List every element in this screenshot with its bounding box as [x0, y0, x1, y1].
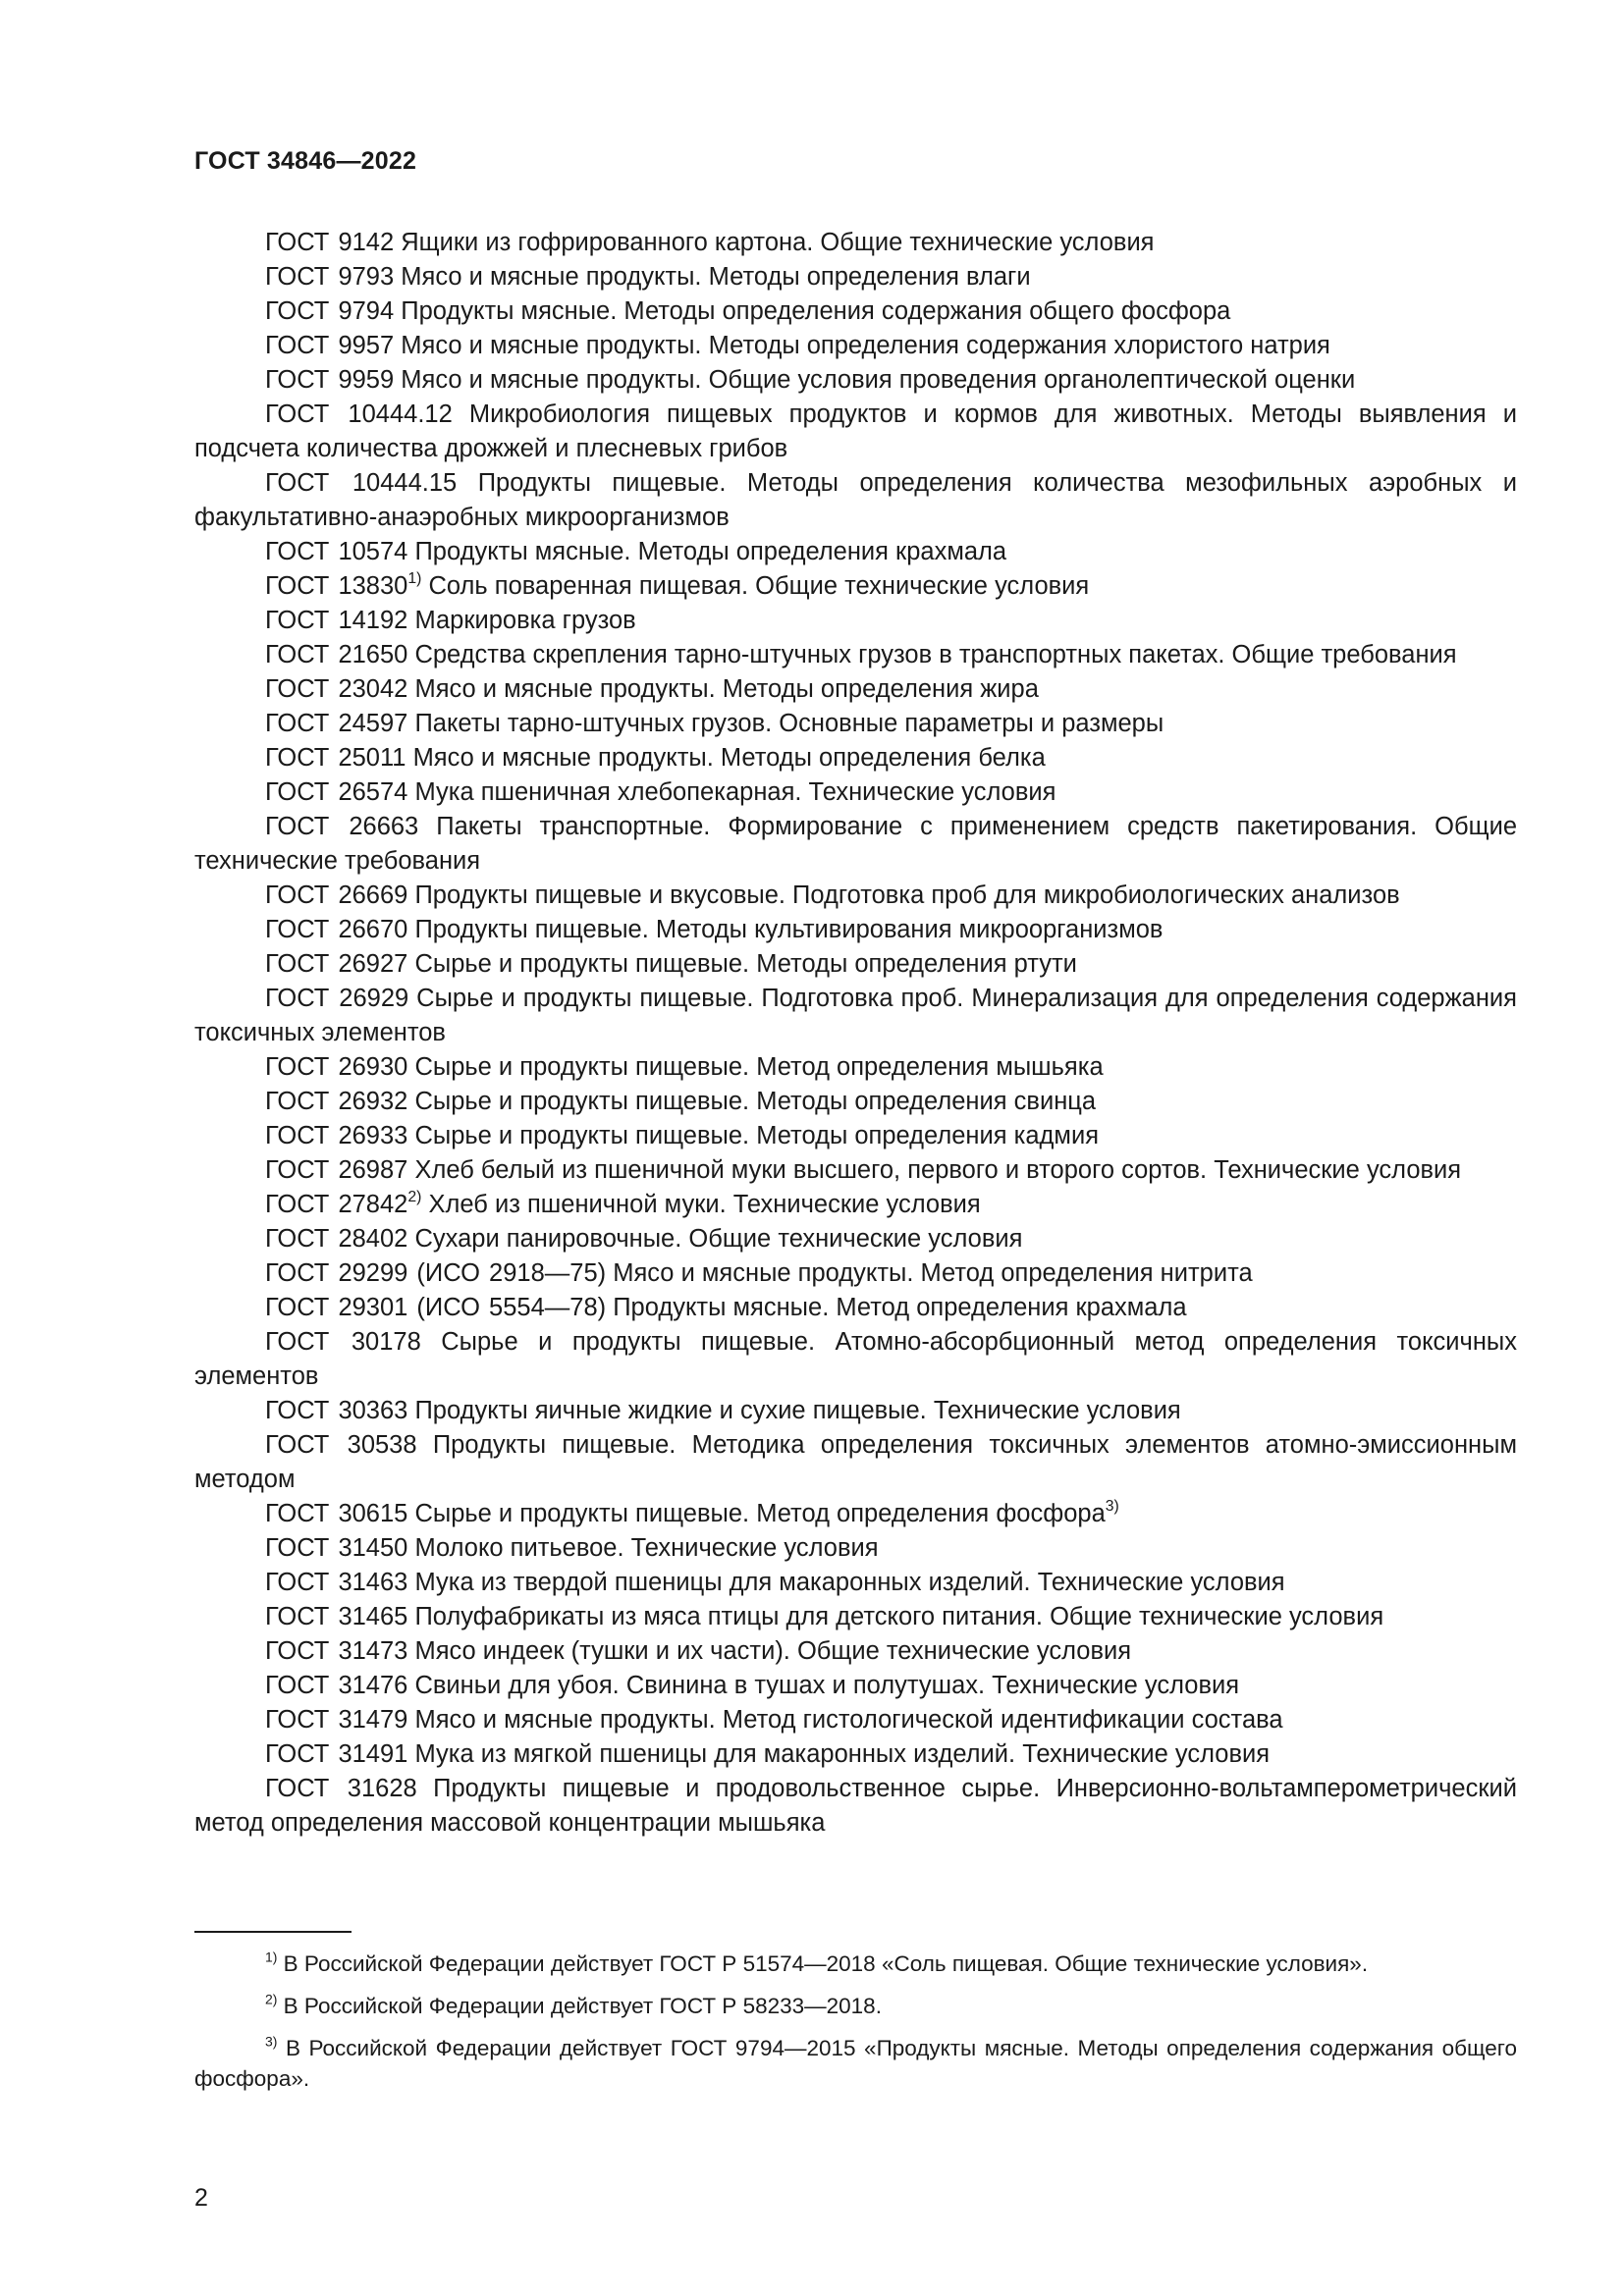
- reference-code: ГОСТ 9793: [265, 263, 395, 291]
- reference-entry: [194, 913, 1517, 947]
- reference-code: ГОСТ 29301 (ИСО 5554—78): [265, 1294, 607, 1321]
- reference-entry: [194, 1394, 1517, 1428]
- reference-title: Мясо и мясные продукты. Метод определения нитрита: [613, 1259, 1253, 1287]
- reference-entry: [194, 1497, 1517, 1531]
- document-header: ГОСТ 34846—2022: [194, 147, 417, 175]
- reference-code: ГОСТ 9142: [265, 229, 395, 256]
- reference-code: ГОСТ 27842: [265, 1191, 408, 1218]
- footnote-mark: 2): [265, 1991, 278, 2007]
- reference-code: ГОСТ 26663: [265, 813, 419, 840]
- reference-title: Сырье и продукты пищевые. Метод определения мышьяка: [414, 1053, 1104, 1081]
- reference-code: ГОСТ 14192: [265, 607, 408, 634]
- reference-title: Продукты пищевые и продовольственное сырье. Инверсионно-вольтамперометрический метод определения массовой концентрации мышьяка: [194, 1775, 1517, 1837]
- reference-entry: [194, 1531, 1517, 1566]
- reference-title: Маркировка грузов: [414, 607, 636, 634]
- reference-entry: [194, 260, 1517, 294]
- reference-code: ГОСТ 28402: [265, 1225, 408, 1253]
- footnote: [194, 1949, 1517, 1979]
- footnote-text: В Российской Федерации действует ГОСТ Р 58233—2018.: [283, 1994, 882, 2018]
- reference-code: ГОСТ 26927: [265, 950, 408, 978]
- reference-code: ГОСТ 26669: [265, 881, 408, 909]
- reference-code: ГОСТ 31465: [265, 1603, 408, 1630]
- reference-title: Сырье и продукты пищевые. Атомно-абсорбционный метод определения токсичных элементов: [194, 1328, 1517, 1390]
- reference-title: Мясо и мясные продукты. Методы определения содержания хлористого натрия: [401, 332, 1330, 359]
- reference-title: Сырье и продукты пищевые. Подготовка проб. Минерализация для определения содержания токсичных элементов: [194, 985, 1517, 1046]
- reference-title: Мука пшеничная хлебопекарная. Технические условия: [414, 778, 1056, 806]
- reference-entry: [194, 294, 1517, 329]
- footnote-mark: 3): [265, 2033, 278, 2050]
- reference-title: Мука из твердой пшеницы для макаронных изделий. Технические условия: [414, 1569, 1285, 1596]
- reference-entry: [194, 363, 1517, 398]
- reference-code: ГОСТ 26574: [265, 778, 408, 806]
- reference-entry: [194, 1600, 1517, 1634]
- reference-entry: [194, 1703, 1517, 1737]
- reference-title: Сырье и продукты пищевые. Методы определения свинца: [414, 1088, 1097, 1115]
- reference-code: ГОСТ 10574: [265, 538, 408, 565]
- reference-entry: [194, 1119, 1517, 1153]
- reference-entry: [194, 741, 1517, 775]
- reference-code: ГОСТ 31479: [265, 1706, 408, 1734]
- reference-code: ГОСТ 30178: [265, 1328, 421, 1356]
- reference-title: Пакеты транспортные. Формирование с применением средств пакетирования. Общие технические требования: [194, 813, 1518, 875]
- reference-entry: [194, 879, 1517, 913]
- reference-entry: [194, 1566, 1517, 1600]
- reference-code: ГОСТ 29299 (ИСО 2918—75): [265, 1259, 607, 1287]
- reference-title: Средства скрепления тарно-штучных грузов в транспортных пакетах. Общие требования: [414, 641, 1457, 668]
- footnote-text: В Российской Федерации действует ГОСТ Р 51574—2018 «Соль пищевая. Общие технические условия».: [283, 1951, 1369, 1976]
- footnote-mark: 3): [1105, 1497, 1119, 1515]
- reference-entry: [194, 535, 1517, 569]
- reference-entry: [194, 329, 1517, 363]
- reference-title: Мука из мягкой пшеницы для макаронных изделий. Технические условия: [414, 1740, 1271, 1768]
- reference-code: ГОСТ 30363: [265, 1397, 408, 1424]
- reference-code: ГОСТ 23042: [265, 675, 408, 703]
- reference-entry: [194, 638, 1517, 672]
- reference-entry: [194, 775, 1517, 810]
- reference-title: Хлеб белый из пшеничной муки высшего, первого и второго сортов. Технические условия: [414, 1156, 1462, 1184]
- reference-title: Продукты пищевые. Методы определения количества мезофильных аэробных и факультативно-анаэробных микроорганизмов: [194, 469, 1517, 531]
- reference-code: ГОСТ 13830: [265, 572, 408, 600]
- reference-entry: [194, 947, 1517, 982]
- reference-title: Ящики из гофрированного картона. Общие технические условия: [401, 229, 1155, 256]
- reference-code: ГОСТ 31628: [265, 1775, 417, 1802]
- reference-code: ГОСТ 26670: [265, 916, 408, 943]
- reference-entry: [194, 1188, 1517, 1222]
- footnote-text: В Российской Федерации действует ГОСТ 9794—2015 «Продукты мясные. Методы определения содержания общего фосфора».: [194, 2036, 1517, 2091]
- reference-entry: [194, 226, 1517, 260]
- reference-code: ГОСТ 10444.15: [265, 469, 458, 497]
- reference-entry: [194, 1428, 1517, 1497]
- reference-code: ГОСТ 10444.12: [265, 400, 453, 428]
- reference-entry: [194, 1325, 1517, 1394]
- reference-code: ГОСТ 31450: [265, 1534, 408, 1562]
- reference-entry: [194, 398, 1517, 466]
- reference-code: ГОСТ 31491: [265, 1740, 408, 1768]
- reference-title: Сухари панировочные. Общие технические условия: [414, 1225, 1023, 1253]
- reference-entry: [194, 810, 1517, 879]
- reference-code: ГОСТ 9957: [265, 332, 395, 359]
- footnote-separator: [194, 1931, 352, 1933]
- reference-entry: [194, 672, 1517, 707]
- reference-code: ГОСТ 9794: [265, 297, 395, 325]
- reference-title: Пакеты тарно-штучных грузов. Основные параметры и размеры: [414, 710, 1164, 737]
- reference-title: Продукты пищевые. Методика определения токсичных элементов атомно-эмиссионным методом: [194, 1431, 1517, 1493]
- footnote-mark: 2): [407, 1188, 422, 1205]
- reference-title: Продукты мясные. Метод определения крахмала: [613, 1294, 1187, 1321]
- footnote: [194, 1991, 1517, 2021]
- reference-title: Мясо и мясные продукты. Общие условия проведения органолептической оценки: [401, 366, 1356, 394]
- reference-title: Продукты мясные. Методы определения крахмала: [414, 538, 1007, 565]
- reference-entry: [194, 1256, 1517, 1291]
- reference-code: ГОСТ 31473: [265, 1637, 408, 1665]
- reference-title: Мясо индеек (тушки и их части). Общие технические условия: [414, 1637, 1132, 1665]
- reference-entry: [194, 1669, 1517, 1703]
- footnote: [194, 2033, 1517, 2094]
- reference-entry: [194, 1050, 1517, 1085]
- reference-title: Мясо и мясные продукты. Методы определения влаги: [401, 263, 1031, 291]
- reference-title: Микробиология пищевых продуктов и кормов для животных. Методы выявления и подсчета количества дрожжей и плесневых грибов: [194, 400, 1517, 462]
- normative-references-list: [194, 226, 1517, 1841]
- reference-title: Мясо и мясные продукты. Методы определения жира: [414, 675, 1039, 703]
- reference-code: ГОСТ 30538: [265, 1431, 417, 1459]
- reference-title: Продукты пищевые и вкусовые. Подготовка проб для микробиологических анализов: [414, 881, 1400, 909]
- reference-title: Молоко питьевое. Технические условия: [414, 1534, 879, 1562]
- reference-title: Продукты пищевые. Методы культивирования микроорганизмов: [414, 916, 1164, 943]
- reference-title: Продукты мясные. Методы определения содержания общего фосфора: [401, 297, 1231, 325]
- page-number: 2: [194, 2184, 208, 2212]
- footnotes: [194, 1949, 1517, 2106]
- reference-code: ГОСТ 21650: [265, 641, 408, 668]
- reference-title: Соль поваренная пищевая. Общие технические условия: [428, 572, 1090, 600]
- reference-title: Сырье и продукты пищевые. Метод определения фосфора: [414, 1500, 1106, 1527]
- footnote-mark: 1): [265, 1949, 278, 1965]
- reference-title: Сырье и продукты пищевые. Методы определения ртути: [414, 950, 1077, 978]
- reference-entry: [194, 982, 1517, 1050]
- reference-code: ГОСТ 26933: [265, 1122, 408, 1149]
- reference-code: ГОСТ 26930: [265, 1053, 408, 1081]
- reference-title: Хлеб из пшеничной муки. Технические условия: [428, 1191, 981, 1218]
- footnote-mark: 1): [407, 569, 422, 587]
- reference-code: ГОСТ 31463: [265, 1569, 408, 1596]
- reference-entry: [194, 1222, 1517, 1256]
- reference-entry: [194, 1737, 1517, 1772]
- reference-entry: [194, 604, 1517, 638]
- reference-code: ГОСТ 9959: [265, 366, 395, 394]
- reference-entry: [194, 569, 1517, 604]
- reference-code: ГОСТ 31476: [265, 1672, 408, 1699]
- reference-title: Мясо и мясные продукты. Методы определения белка: [412, 744, 1046, 772]
- reference-entry: [194, 1085, 1517, 1119]
- reference-entry: [194, 1772, 1517, 1841]
- reference-code: ГОСТ 26987: [265, 1156, 408, 1184]
- reference-entry: [194, 1291, 1517, 1325]
- reference-title: Продукты яичные жидкие и сухие пищевые. Технические условия: [414, 1397, 1181, 1424]
- reference-code: ГОСТ 26932: [265, 1088, 408, 1115]
- reference-title: Полуфабрикаты из мяса птицы для детского питания. Общие технические условия: [414, 1603, 1384, 1630]
- reference-code: ГОСТ 24597: [265, 710, 408, 737]
- reference-entry: [194, 466, 1517, 535]
- reference-entry: [194, 707, 1517, 741]
- reference-entry: [194, 1153, 1517, 1188]
- reference-code: ГОСТ 26929: [265, 985, 409, 1012]
- reference-code: ГОСТ 30615: [265, 1500, 408, 1527]
- reference-title: Свиньи для убоя. Свинина в тушах и полутушах. Технические условия: [414, 1672, 1240, 1699]
- reference-title: Сырье и продукты пищевые. Методы определения кадмия: [414, 1122, 1100, 1149]
- reference-code: ГОСТ 25011: [265, 744, 406, 772]
- reference-title: Мясо и мясные продукты. Метод гистологической идентификации состава: [414, 1706, 1283, 1734]
- reference-entry: [194, 1634, 1517, 1669]
